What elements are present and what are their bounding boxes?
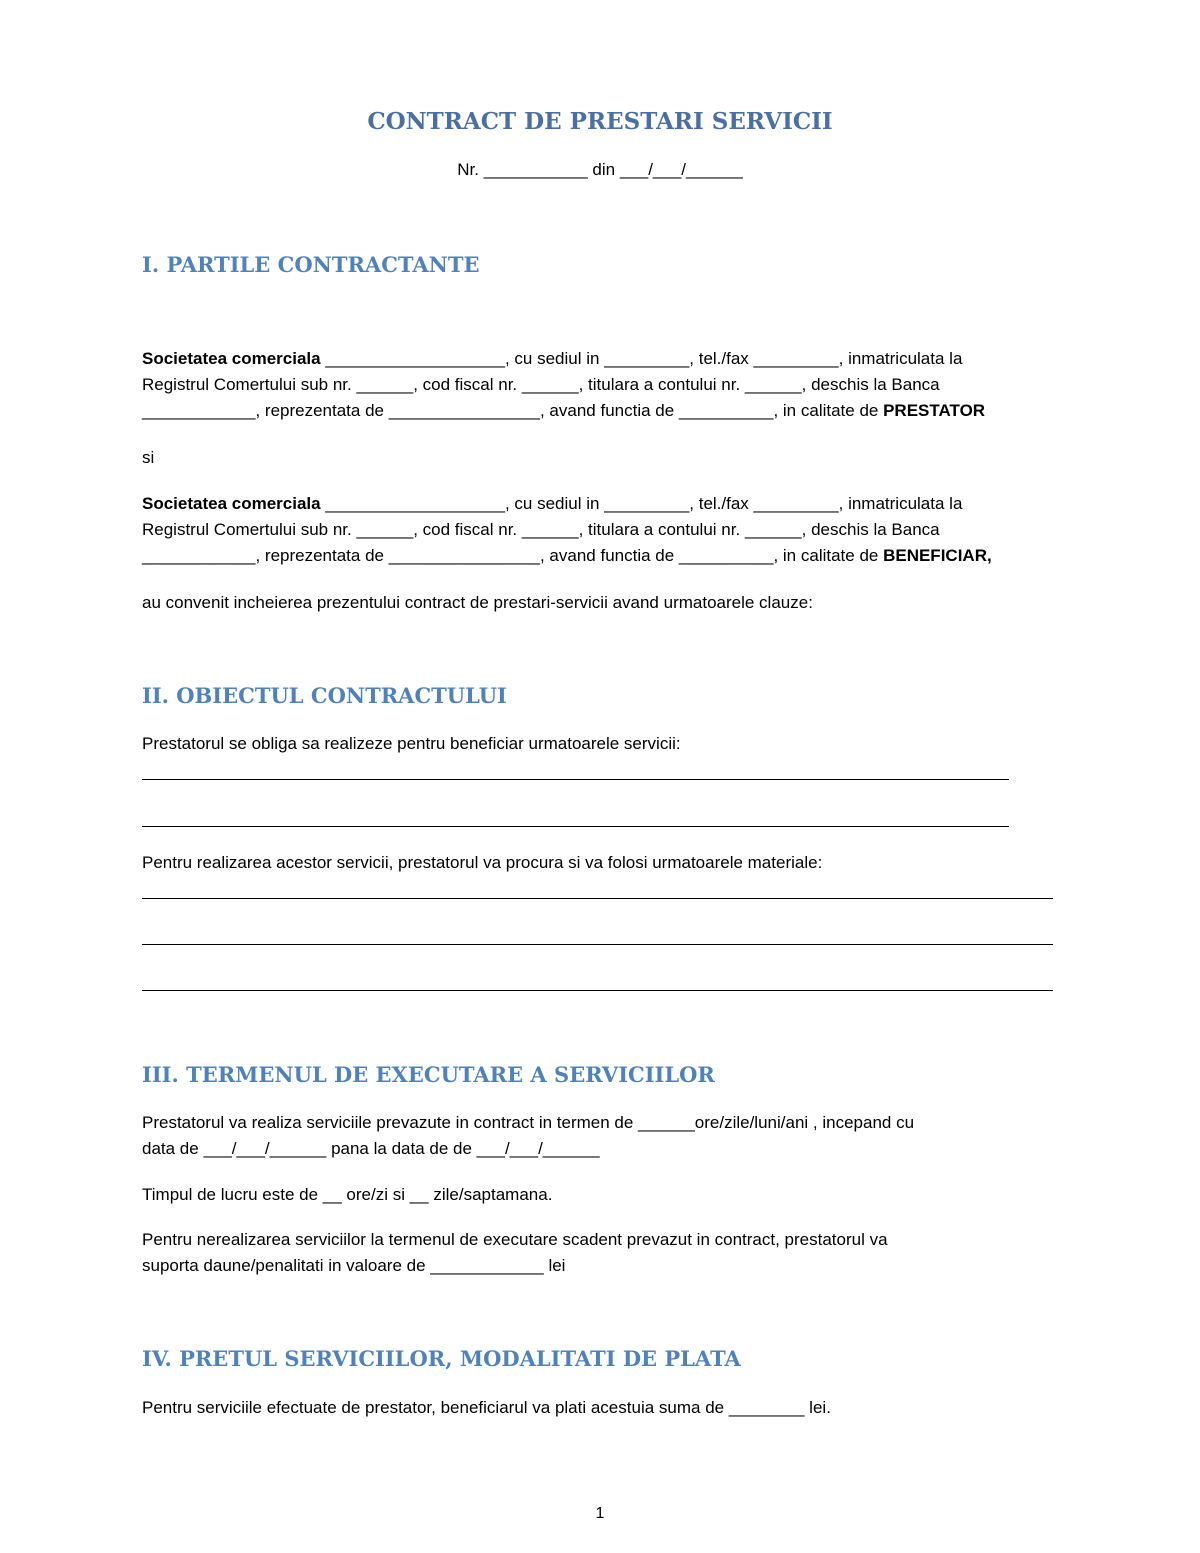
term-line-1: Prestatorul va realiza serviciile prevazute in contract in termen de ______ore/zile/luni/ani , incepand cu	[142, 1113, 915, 1132]
penalty-line-2: suporta daune/penalitati in valoare de ____________ lei	[142, 1256, 566, 1275]
document-title: CONTRACT DE PRESTARI SERVICII	[367, 108, 833, 135]
price-text: Pentru serviciile efectuate de prestator, beneficiarul va plati acestuia suma de ________ lei.	[142, 1398, 831, 1417]
party-2-line-1	[142, 491, 1072, 517]
conjunction: si	[142, 448, 155, 467]
party-2-line-1-text: ___________________, cu sediul in _________, tel./fax _________, inmatriculata la	[320, 494, 963, 513]
agreement-text: au convenit incheierea prezentului contract de prestari-servicii avand urmatoarele clauze:	[142, 593, 813, 612]
materials-blank-line-1	[142, 898, 1053, 899]
party-2-line-2: Registrul Comertului sub nr. ______, cod fiscal nr. ______, titulara a contului nr. ______, deschis la Banca	[142, 520, 940, 539]
work-time-text: Timpul de lucru este de __ ore/zi si __ zile/saptamana.	[142, 1185, 553, 1204]
party-2-line-3	[142, 543, 1072, 569]
section-4-heading: IV. PRETUL SERVICIILOR, MODALITATI DE PLATA	[142, 1346, 741, 1371]
section-2-heading: II. OBIECTUL CONTRACTULUI	[142, 683, 507, 708]
services-blank-line-1	[142, 779, 1009, 780]
party-1-line-3-text: ____________, reprezentata de ________________, avand functia de __________, in calitate de	[142, 401, 884, 420]
party-2-company-label: Societatea comerciala	[142, 494, 321, 513]
term-line-2: data de ___/___/______ pana la data de de ___/___/______	[142, 1139, 600, 1158]
contract-number-line: Nr. ___________ din ___/___/______	[457, 160, 743, 179]
party-2-role: BENEFICIAR,	[883, 546, 992, 565]
party-1-line-1	[142, 346, 1072, 372]
section-3-heading: III. TERMENUL DE EXECUTARE A SERVICIILOR	[142, 1062, 715, 1087]
services-text: Prestatorul se obliga sa realizeze pentru beneficiar urmatoarele servicii:	[142, 734, 681, 753]
materials-blank-line-2	[142, 944, 1053, 945]
materials-blank-line-3	[142, 990, 1053, 991]
party-1-line-2: Registrul Comertului sub nr. ______, cod fiscal nr. ______, titulara a contului nr. ______, deschis la Banca	[142, 375, 940, 394]
party-1-line-1-text: ___________________, cu sediul in _________, tel./fax _________, inmatriculata la	[320, 349, 963, 368]
services-blank-line-2	[142, 826, 1009, 827]
page-number: 1	[595, 1505, 605, 1522]
penalty-line-1: Pentru nerealizarea serviciilor la termenul de executare scadent prevazut in contract, prestatorul va	[142, 1230, 888, 1249]
section-1-heading: I. PARTILE CONTRACTANTE	[142, 252, 480, 277]
materials-text: Pentru realizarea acestor servicii, prestatorul va procura si va folosi urmatoarele materiale:	[142, 853, 823, 872]
party-1-role: PRESTATOR	[883, 401, 986, 420]
party-1-line-3	[142, 398, 1072, 424]
party-1-company-label: Societatea comerciala	[142, 349, 321, 368]
party-2-line-3-text: ____________, reprezentata de ________________, avand functia de __________, in calitate de	[142, 546, 884, 565]
